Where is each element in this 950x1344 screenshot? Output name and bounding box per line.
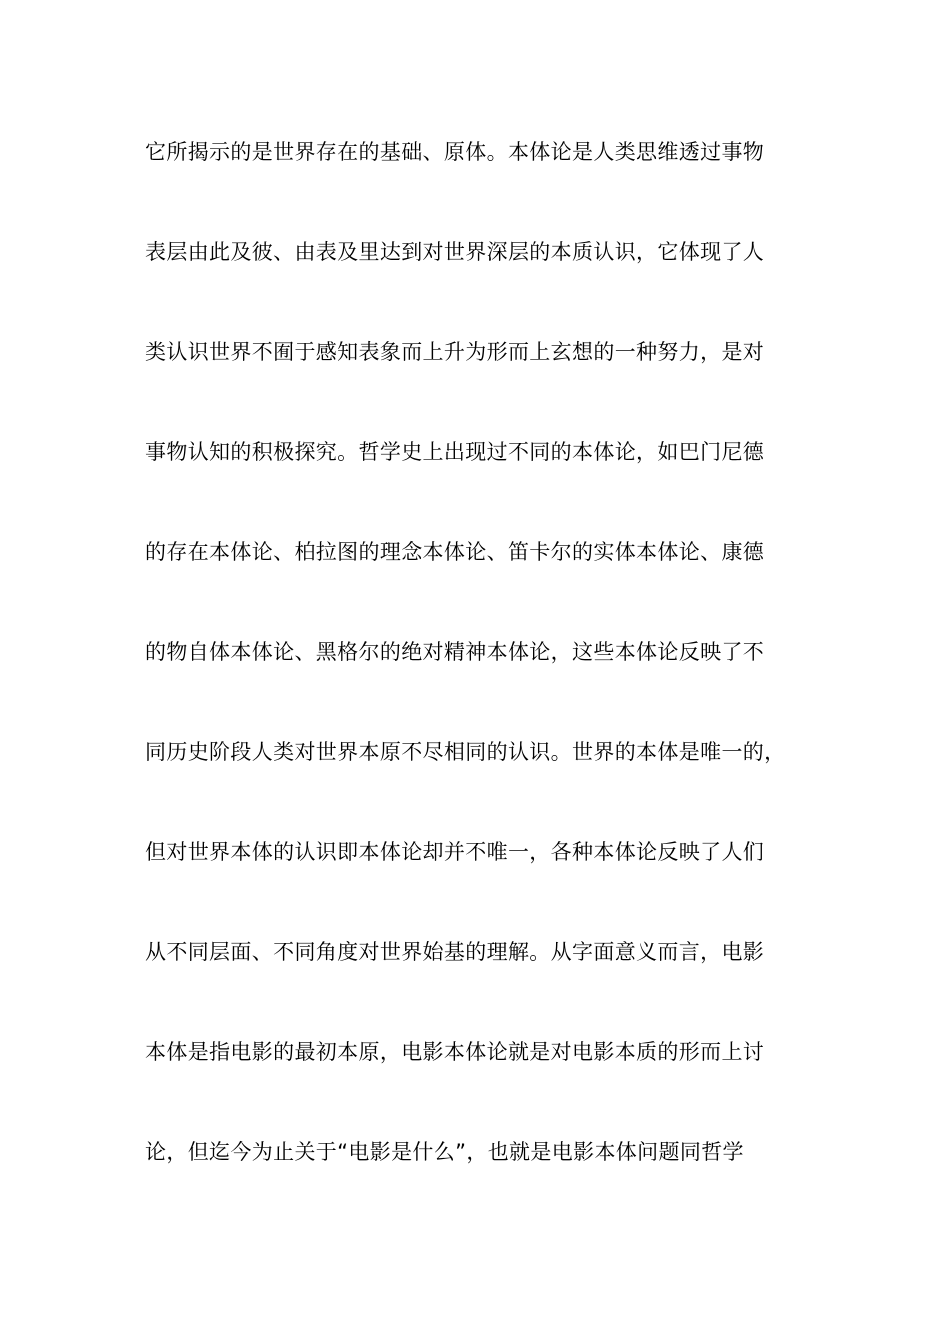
text-line: 表层由此及彼、由表及里达到对世界深层的本质认识，它体现了人 [145,240,765,264]
text-line: 论，但迄今为止关于“电影是什么”，也就是电影本体问题同哲学 [145,1140,744,1164]
text-line: 的存在本体论、柏拉图的理念本体论、笛卡尔的实体本体论、康德 [145,540,765,564]
text-line: 它所揭示的是世界存在的基础、原体。本体论是人类思维透过事物 [145,140,765,164]
body-text [145,138,825,1238]
text-line: 本体是指电影的最初本原，电影本体论就是对电影本质的形而上讨 [145,1040,765,1064]
text-line: 同历史阶段人类对世界本原不尽相同的认识。世界的本体是唯一的， [145,740,786,764]
text-line: 类认识世界不囿于感知表象而上升为形而上玄想的一种努力，是对 [145,340,765,364]
text-line: 事物认知的积极探究。哲学史上出现过不同的本体论，如巴门尼德 [145,440,765,464]
text-line: 从不同层面、不同角度对世界始基的理解。从字面意义而言，电影 [145,940,765,964]
text-line: 但对世界本体的认识即本体论却并不唯一，各种本体论反映了人们 [145,840,765,864]
text-line: 的物自体本体论、黑格尔的绝对精神本体论，这些本体论反映了不 [145,640,765,664]
